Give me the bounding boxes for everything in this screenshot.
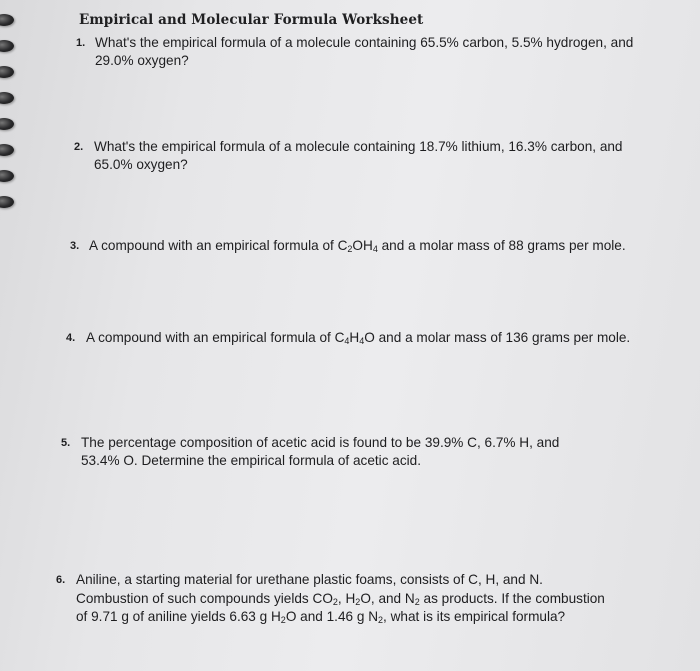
- question-text-line: What's the empirical formula of a molecule containing 18.7% lithium, 16.3% carbon, and: [94, 139, 623, 154]
- binder-ring: [0, 92, 14, 104]
- question-number: 5.: [61, 437, 71, 449]
- question-text-line: Combustion of such compounds yields $CO_2$, $H_2O$, and $N_2$ as products. If the combustion: [76, 590, 605, 607]
- binder-ring: [0, 118, 14, 130]
- question-text-line: A compound with an empirical formula of $C_2OH_4$ and a molar mass of 88 grams per mole.: [89, 238, 626, 254]
- question-number: 3.: [70, 240, 80, 252]
- question-text-line: The percentage composition of acetic acid is found to be 39.9% C, 6.7% H, and: [81, 435, 560, 450]
- worksheet-title: Empirical and Molecular Formula Worksheet: [79, 12, 424, 28]
- question-text-line: Aniline, a starting material for urethane plastic foams, consists of C, H, and N.: [76, 572, 543, 587]
- question-text-line: 65.0% oxygen?: [94, 157, 188, 172]
- binder-ring: [0, 66, 14, 78]
- question-number: 6.: [56, 574, 66, 586]
- question-number: 1.: [76, 37, 86, 49]
- binder-ring: [0, 40, 14, 52]
- binder-ring: [0, 14, 14, 26]
- question-text-line: 53.4% O. Determine the empirical formula of acetic acid.: [81, 453, 421, 468]
- binder-ring: [0, 144, 14, 156]
- question-text-line: A compound with an empirical formula of $C_4H_4O$ and a molar mass of 136 grams per mole.: [86, 330, 631, 346]
- question-text-line: 29.0% oxygen?: [95, 53, 189, 68]
- question-number: 2.: [74, 141, 84, 153]
- binder-ring: [0, 170, 14, 182]
- binder-ring: [0, 196, 14, 208]
- question-number: 4.: [66, 332, 76, 344]
- binder-rings: [0, 0, 22, 671]
- question-text-line: What's the empirical formula of a molecule containing 65.5% carbon, 5.5% hydrogen, and: [95, 35, 634, 50]
- question-text-line: of 9.71 g of aniline yields 6.63 g $H_2O$ and 1.46 g $N_2$, what is its empirical formula?: [76, 609, 566, 625]
